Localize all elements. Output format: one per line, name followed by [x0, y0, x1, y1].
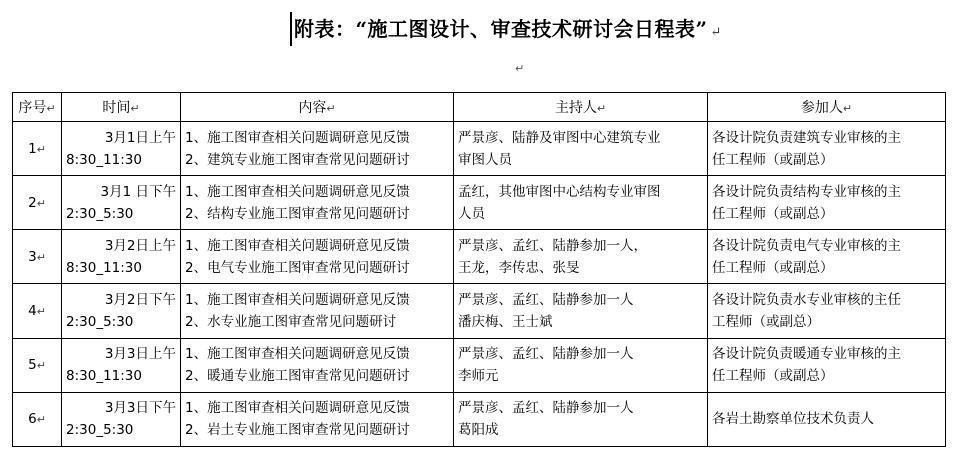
row-time: 3月1日上午 8:30_11:30	[62, 122, 181, 176]
table-row	[13, 230, 946, 284]
row-time: 3月3日上午 8:30_11:30	[62, 338, 181, 392]
table-row	[13, 176, 946, 230]
row-time: 3月3日下午 2:30_5:30	[62, 392, 181, 446]
row-participants: 各岩土勘察单位技术负责人	[708, 392, 946, 446]
row-participants: 各设计院负责结构专业审核的主 任工程师（或副总）	[708, 176, 946, 230]
row-index: 4↵	[13, 284, 62, 338]
row-participants: 各设计院负责建筑专业审核的主 任工程师（或副总）	[708, 122, 946, 176]
header-index: 序号↵	[13, 93, 62, 122]
header-time: 时间↵	[62, 93, 181, 122]
row-index: 2↵	[13, 176, 62, 230]
row-content: 1、施工图审查相关问题调研意见反馈 2、结构专业施工图审查常见问题研讨	[181, 176, 454, 230]
row-host: 严景彦、陆静及审图中心建筑专业 审图人员	[454, 122, 708, 176]
row-index: 5↵	[13, 338, 62, 392]
table-row	[13, 122, 946, 176]
header-content: 内容↵	[181, 93, 454, 122]
row-time: 3月1 日下午 2:30_5:30	[62, 176, 181, 230]
paragraph-mark-icon: ↵	[710, 25, 722, 40]
paragraph-mark-icon: ↵	[515, 62, 525, 75]
row-host: 严景彦、孟红、陆静参加一人， 王龙，李传忠、张旻	[454, 230, 708, 284]
table-row	[13, 392, 946, 446]
table-header-row	[13, 93, 946, 122]
row-content: 1、施工图审查相关问题调研意见反馈 2、建筑专业施工图审查常见问题研讨	[181, 122, 454, 176]
row-host: 严景彦、孟红、陆静参加一人 葛阳成	[454, 392, 708, 446]
row-index: 6↵	[13, 392, 62, 446]
header-participants: 参加人↵	[708, 93, 946, 122]
header-host: 主持人↵	[454, 93, 708, 122]
row-participants: 各设计院负责暖通专业审核的主 任工程师（或副总）	[708, 338, 946, 392]
row-participants: 各设计院负责电气专业审核的主 任工程师（或副总）	[708, 230, 946, 284]
row-participants: 各设计院负责水专业审核的主任 工程师（或副总）	[708, 284, 946, 338]
row-content: 1、施工图审查相关问题调研意见反馈 2、岩土专业施工图审查常见问题研讨	[181, 392, 454, 446]
row-host: 严景彦、孟红、陆静参加一人 潘庆梅、王士斌	[454, 284, 708, 338]
row-content: 1、施工图审查相关问题调研意见反馈 2、水专业施工图审查常见问题研讨	[181, 284, 454, 338]
schedule-table	[12, 92, 946, 447]
table-row	[13, 284, 946, 338]
row-host: 严景彦、孟红、陆静参加一人 李师元	[454, 338, 708, 392]
row-content: 1、施工图审查相关问题调研意见反馈 2、电气专业施工图审查常见问题研讨	[181, 230, 454, 284]
row-host: 孟红，其他审图中心结构专业审图 人员	[454, 176, 708, 230]
row-time: 3月2日上午 8:30_11:30	[62, 230, 181, 284]
table-row	[13, 338, 946, 392]
row-time: 3月2日下午 2:30_5:30	[62, 284, 181, 338]
row-content: 1、施工图审查相关问题调研意见反馈 2、暖通专业施工图审查常见问题研讨	[181, 338, 454, 392]
document-title	[290, 12, 722, 46]
row-index: 3↵	[13, 230, 62, 284]
row-index: 1↵	[13, 122, 62, 176]
title-text: 附表：“施工图设计、审查技术研讨会日程表”	[294, 17, 708, 41]
